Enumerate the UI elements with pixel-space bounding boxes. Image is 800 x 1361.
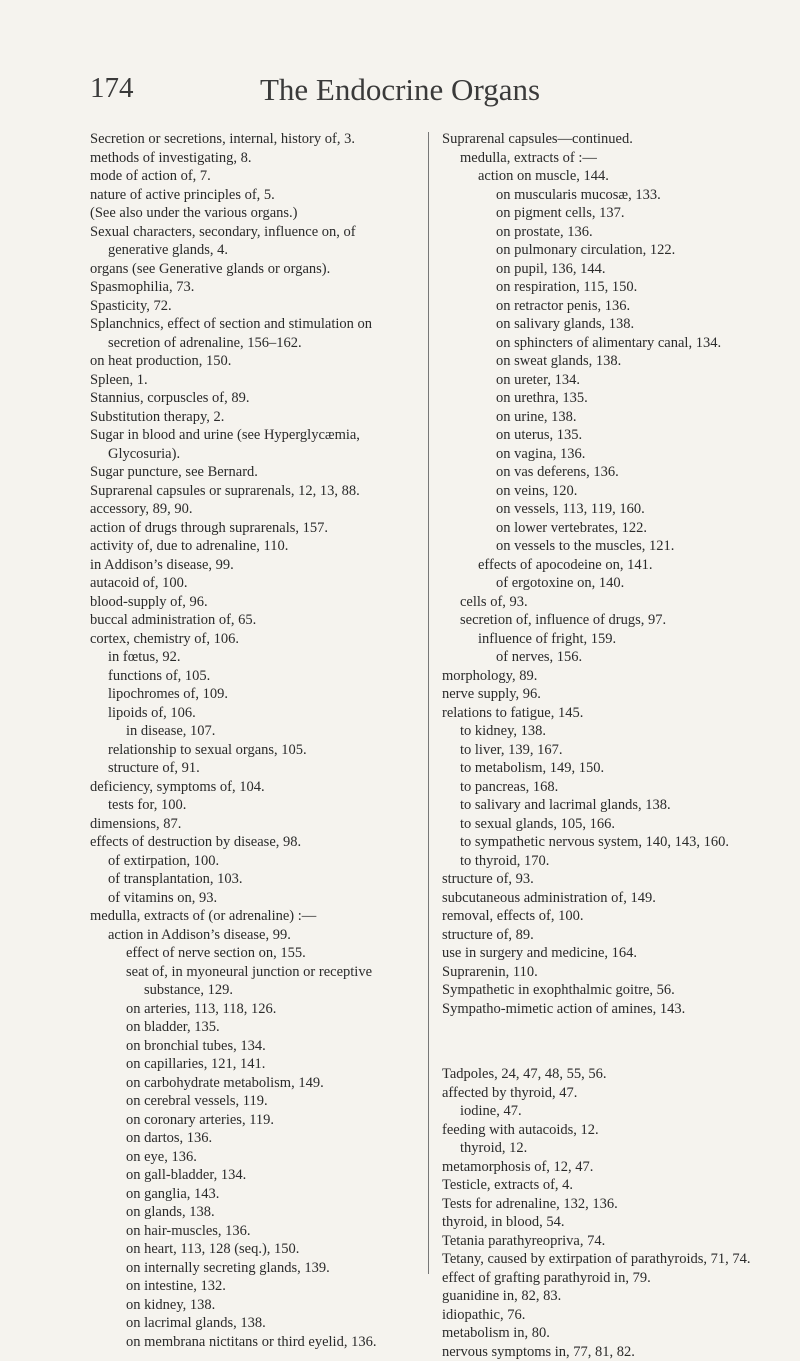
index-entry: on pulmonary circulation, 122. bbox=[442, 241, 777, 260]
index-entry: morphology, 89. bbox=[442, 667, 777, 686]
index-entry: effect of nerve section on, 155. bbox=[90, 944, 415, 963]
index-entry: influence of fright, 159. bbox=[442, 630, 777, 649]
index-entry: on pupil, 136, 144. bbox=[442, 260, 777, 279]
index-entry: Tetany, caused by extirpation of parathyroids, 71, 74. bbox=[442, 1250, 777, 1269]
index-entry: functions of, 105. bbox=[90, 667, 415, 686]
index-entry: on ganglia, 143. bbox=[90, 1185, 415, 1204]
index-entry: in disease, 107. bbox=[90, 722, 415, 741]
index-entry: in fœtus, 92. bbox=[90, 648, 415, 667]
index-entry: on lacrimal glands, 138. bbox=[90, 1314, 415, 1333]
index-entry: subcutaneous administration of, 149. bbox=[442, 889, 777, 908]
index-entry: on glands, 138. bbox=[90, 1203, 415, 1222]
index-entry: Suprarenal capsules—continued. bbox=[442, 130, 777, 149]
index-entry: guanidine in, 82, 83. bbox=[442, 1287, 777, 1306]
index-entry: on urethra, 135. bbox=[442, 389, 777, 408]
index-entry: Splanchnics, effect of section and stimulation on secretion of adrenaline, 156–162. bbox=[90, 315, 415, 352]
index-entry: Suprarenin, 110. bbox=[442, 963, 777, 982]
index-entry: dimensions, 87. bbox=[90, 815, 415, 834]
index-entry: buccal administration of, 65. bbox=[90, 611, 415, 630]
index-entry: effects of apocodeine on, 141. bbox=[442, 556, 777, 575]
running-title: The Endocrine Organs bbox=[90, 72, 710, 108]
index-entry: action in Addison’s disease, 99. bbox=[90, 926, 415, 945]
index-entry: to sympathetic nervous system, 140, 143, 160. bbox=[442, 833, 777, 852]
index-entry: on vas deferens, 136. bbox=[442, 463, 777, 482]
index-entry: autacoid of, 100. bbox=[90, 574, 415, 593]
index-entry: on eye, 136. bbox=[90, 1148, 415, 1167]
index-entry: to kidney, 138. bbox=[442, 722, 777, 741]
index-entry: relations to fatigue, 145. bbox=[442, 704, 777, 723]
index-entry: on internally secreting glands, 139. bbox=[90, 1259, 415, 1278]
index-entry: on pigment cells, 137. bbox=[442, 204, 777, 223]
index-entry: Stannius, corpuscles of, 89. bbox=[90, 389, 415, 408]
index-column-right bbox=[442, 130, 777, 1361]
index-entry: methods of investigating, 8. bbox=[90, 149, 415, 168]
index-entry: Secretion or secretions, internal, history of, 3. bbox=[90, 130, 415, 149]
index-entry: on salivary glands, 138. bbox=[442, 315, 777, 334]
index-entry: effect of grafting parathyroid in, 79. bbox=[442, 1269, 777, 1288]
index-entry: removal, effects of, 100. bbox=[442, 907, 777, 926]
index-entry: thyroid, in blood, 54. bbox=[442, 1213, 777, 1232]
index-entry: structure of, 89. bbox=[442, 926, 777, 945]
index-entry: on lower vertebrates, 122. bbox=[442, 519, 777, 538]
index-entry: on kidney, 138. bbox=[90, 1296, 415, 1315]
index-entry: relationship to sexual organs, 105. bbox=[90, 741, 415, 760]
index-entry: Spasticity, 72. bbox=[90, 297, 415, 316]
index-entry: on bronchial tubes, 134. bbox=[90, 1037, 415, 1056]
index-entry: on hair-muscles, 136. bbox=[90, 1222, 415, 1241]
index-entry: on carbohydrate metabolism, 149. bbox=[90, 1074, 415, 1093]
index-entry: cells of, 93. bbox=[442, 593, 777, 612]
index-entry: on arteries, 113, 118, 126. bbox=[90, 1000, 415, 1019]
index-entry: organs (see Generative glands or organs). bbox=[90, 260, 415, 279]
index-entry: Sexual characters, secondary, influence on, of generative glands, 4. bbox=[90, 223, 415, 260]
index-entry: use in surgery and medicine, 164. bbox=[442, 944, 777, 963]
index-entry: nerve supply, 96. bbox=[442, 685, 777, 704]
index-column-left bbox=[90, 130, 415, 1351]
index-entry: Tadpoles, 24, 47, 48, 55, 56. bbox=[442, 1065, 777, 1084]
index-entry: on bladder, 135. bbox=[90, 1018, 415, 1037]
index-entry: metabolism in, 80. bbox=[442, 1324, 777, 1343]
page-number: 174 bbox=[90, 72, 134, 105]
index-entry: to pancreas, 168. bbox=[442, 778, 777, 797]
index-entry: Substitution therapy, 2. bbox=[90, 408, 415, 427]
column-divider bbox=[428, 132, 429, 1274]
index-entry: Sympatho-mimetic action of amines, 143. bbox=[442, 1000, 777, 1019]
index-gap bbox=[442, 1033, 777, 1051]
index-entry: Sugar puncture, see Bernard. bbox=[90, 463, 415, 482]
index-entry: mode of action of, 7. bbox=[90, 167, 415, 186]
index-entry: (See also under the various organs.) bbox=[90, 204, 415, 223]
index-entry: lipochromes of, 109. bbox=[90, 685, 415, 704]
index-entry: Tests for adrenaline, 132, 136. bbox=[442, 1195, 777, 1214]
index-entry: on membrana nictitans or third eyelid, 136. bbox=[90, 1333, 415, 1352]
index-entry: lipoids of, 106. bbox=[90, 704, 415, 723]
index-entry: on ureter, 134. bbox=[442, 371, 777, 390]
index-entry: on vessels, 113, 119, 160. bbox=[442, 500, 777, 519]
index-entry: on urine, 138. bbox=[442, 408, 777, 427]
index-entry: nature of active principles of, 5. bbox=[90, 186, 415, 205]
index-entry: on vessels to the muscles, 121. bbox=[442, 537, 777, 556]
index-entry: tests for, 100. bbox=[90, 796, 415, 815]
index-entry: on veins, 120. bbox=[442, 482, 777, 501]
index-entry: of nerves, 156. bbox=[442, 648, 777, 667]
index-entry: effects of destruction by disease, 98. bbox=[90, 833, 415, 852]
index-entry: on capillaries, 121, 141. bbox=[90, 1055, 415, 1074]
index-entry: iodine, 47. bbox=[442, 1102, 777, 1121]
index-entry: on gall-bladder, 134. bbox=[90, 1166, 415, 1185]
index-entry: on heat production, 150. bbox=[90, 352, 415, 371]
index-entry: activity of, due to adrenaline, 110. bbox=[90, 537, 415, 556]
index-entry: structure of, 93. bbox=[442, 870, 777, 889]
index-entry: on dartos, 136. bbox=[90, 1129, 415, 1148]
index-entry: of ergotoxine on, 140. bbox=[442, 574, 777, 593]
index-entry: on intestine, 132. bbox=[90, 1277, 415, 1296]
index-entry: on uterus, 135. bbox=[442, 426, 777, 445]
index-entry: blood-supply of, 96. bbox=[90, 593, 415, 612]
index-entry: affected by thyroid, 47. bbox=[442, 1084, 777, 1103]
index-entry: to salivary and lacrimal glands, 138. bbox=[442, 796, 777, 815]
index-entry: deficiency, symptoms of, 104. bbox=[90, 778, 415, 797]
index-entry: accessory, 89, 90. bbox=[90, 500, 415, 519]
index-entry: on cerebral vessels, 119. bbox=[90, 1092, 415, 1111]
index-entry: of extirpation, 100. bbox=[90, 852, 415, 871]
index-entry: Spasmophilia, 73. bbox=[90, 278, 415, 297]
index-entry: action of drugs through suprarenals, 157. bbox=[90, 519, 415, 538]
index-entry: to thyroid, 170. bbox=[442, 852, 777, 871]
index-entry: Sympathetic in exophthalmic goitre, 56. bbox=[442, 981, 777, 1000]
index-entry: action on muscle, 144. bbox=[442, 167, 777, 186]
index-entry: Suprarenal capsules or suprarenals, 12, 13, 88. bbox=[90, 482, 415, 501]
index-entry: Tetania parathyreopriva, 74. bbox=[442, 1232, 777, 1251]
index-entry: secretion of, influence of drugs, 97. bbox=[442, 611, 777, 630]
index-entry: Spleen, 1. bbox=[90, 371, 415, 390]
index-entry: to metabolism, 149, 150. bbox=[442, 759, 777, 778]
index-entry: on coronary arteries, 119. bbox=[90, 1111, 415, 1130]
index-entry: seat of, in myoneural junction or receptive substance, 129. bbox=[90, 963, 415, 1000]
index-entry: on heart, 113, 128 (seq.), 150. bbox=[90, 1240, 415, 1259]
index-entry: idiopathic, 76. bbox=[442, 1306, 777, 1325]
index-entry: on vagina, 136. bbox=[442, 445, 777, 464]
index-entry: Sugar in blood and urine (see Hyperglycæmia, Glycosuria). bbox=[90, 426, 415, 463]
page-header bbox=[90, 72, 710, 122]
index-entry: feeding with autacoids, 12. bbox=[442, 1121, 777, 1140]
index-entry: medulla, extracts of (or adrenaline) :— bbox=[90, 907, 415, 926]
index-entry: in Addison’s disease, 99. bbox=[90, 556, 415, 575]
index-entry: on prostate, 136. bbox=[442, 223, 777, 242]
index-entry: cortex, chemistry of, 106. bbox=[90, 630, 415, 649]
index-entry: on retractor penis, 136. bbox=[442, 297, 777, 316]
index-entry: structure of, 91. bbox=[90, 759, 415, 778]
index-entry: medulla, extracts of :— bbox=[442, 149, 777, 168]
index-entry: Testicle, extracts of, 4. bbox=[442, 1176, 777, 1195]
index-entry: on muscularis mucosæ, 133. bbox=[442, 186, 777, 205]
index-entry: on respiration, 115, 150. bbox=[442, 278, 777, 297]
index-entry: to sexual glands, 105, 166. bbox=[442, 815, 777, 834]
index-entry: on sweat glands, 138. bbox=[442, 352, 777, 371]
index-entry: to liver, 139, 167. bbox=[442, 741, 777, 760]
index-entry: nervous symptoms in, 77, 81, 82. bbox=[442, 1343, 777, 1361]
index-entry: metamorphosis of, 12, 47. bbox=[442, 1158, 777, 1177]
index-entry: on sphincters of alimentary canal, 134. bbox=[442, 334, 777, 353]
index-entry: of vitamins on, 93. bbox=[90, 889, 415, 908]
index-entry: thyroid, 12. bbox=[442, 1139, 777, 1158]
index-entry: of transplantation, 103. bbox=[90, 870, 415, 889]
